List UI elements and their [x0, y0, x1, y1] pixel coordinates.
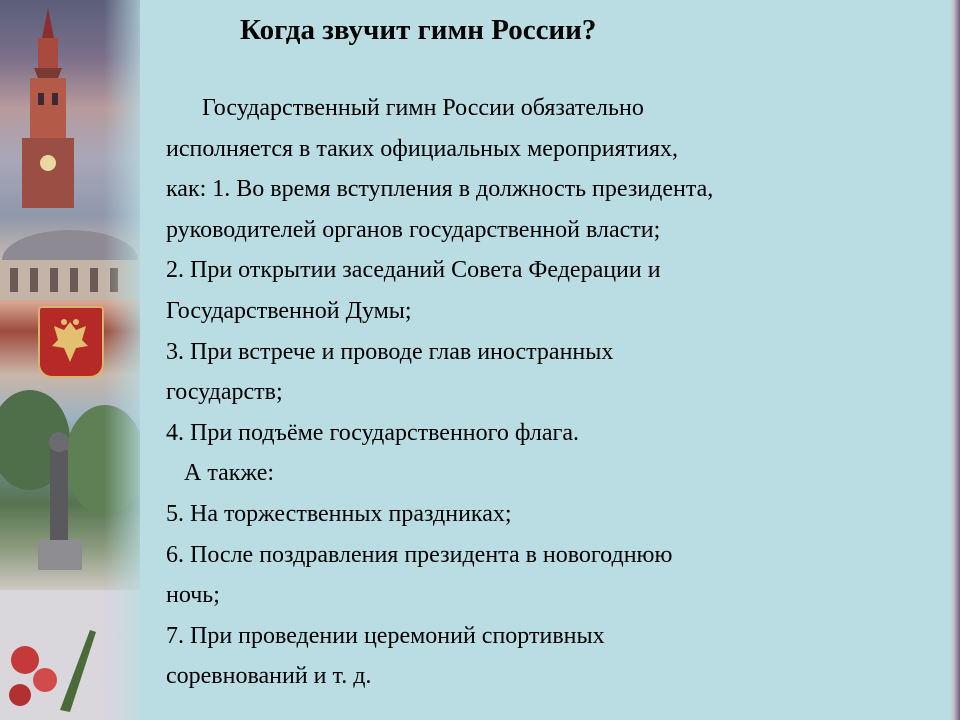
coat-of-arms-icon	[38, 306, 104, 378]
slide-title: Когда звучит гимн России?	[240, 14, 597, 46]
decorative-collage	[0, 0, 140, 720]
slide-body	[166, 88, 926, 697]
body-line: Государственной Думы;	[166, 297, 412, 324]
body-line: исполняется в таких официальных мероприятиях,	[166, 135, 679, 162]
body-line: государств;	[166, 379, 283, 406]
body-line: 5. На торжественных праздниках;	[166, 500, 512, 527]
kremlin-tower-icon	[8, 8, 88, 208]
slide-border	[950, 0, 960, 720]
body-line: А также:	[184, 460, 275, 487]
body-line: соревнований и т. д.	[166, 663, 372, 690]
body-line: Государственный гимн России обязательно	[202, 95, 644, 121]
body-line: 7. При проведении церемоний спортивных	[166, 622, 605, 649]
body-line: 3. При встрече и проводе глав иностранных	[166, 338, 614, 365]
body-line: ночь;	[166, 582, 220, 609]
body-line: руководителей органов государственной власти;	[166, 216, 661, 243]
body-line: 4. При подъёме государственного флага.	[166, 419, 579, 446]
body-line: 2. При открытии заседаний Совета Федерации и	[166, 257, 661, 284]
body-line: как: 1. Во время вступления в должность президента,	[166, 176, 714, 203]
body-line: 6. После поздравления президента в новогоднюю	[166, 541, 673, 568]
